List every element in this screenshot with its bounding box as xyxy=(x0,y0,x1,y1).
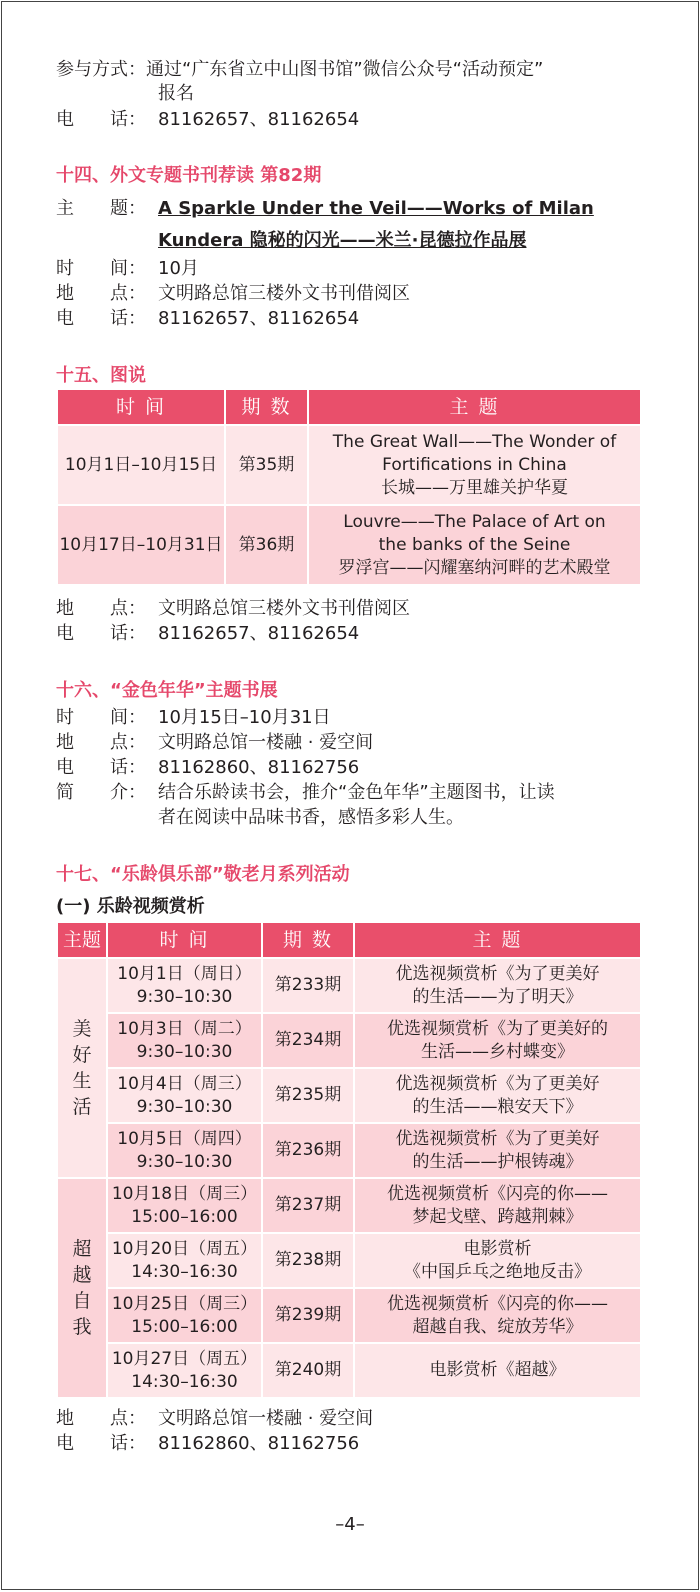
s17-phone-line xyxy=(56,1432,359,1456)
row-hours: 15:00–16:00 xyxy=(131,1206,238,1227)
s17-place: 文明路总馆一楼融 · 爱空间 xyxy=(158,1408,374,1429)
row-time xyxy=(107,1343,262,1398)
row-topic xyxy=(354,1068,641,1123)
row-time xyxy=(107,1288,262,1343)
row-issue: 第234期 xyxy=(262,1013,354,1068)
row-hours: 9:30–10:30 xyxy=(136,986,233,1007)
row-hours: 9:30–10:30 xyxy=(136,1151,233,1172)
row-date: 10月4日（周三） xyxy=(117,1073,252,1094)
s16-time: 10月15日–10月31日 xyxy=(158,707,331,728)
topic-line: Fortifications in China xyxy=(382,454,567,475)
topic-line: 电影赏析 xyxy=(463,1238,532,1259)
s14-phone: 81162657、81162654 xyxy=(158,308,360,329)
row-date: 10月18日（周三） xyxy=(111,1183,258,1204)
row-issue: 第233期 xyxy=(262,958,354,1013)
table-row xyxy=(57,425,641,505)
row-issue: 第240期 xyxy=(262,1343,354,1398)
s14-time: 10月 xyxy=(158,258,199,279)
signup-label: 参与方式： xyxy=(56,59,146,80)
row-topic xyxy=(354,1343,641,1398)
table-header-row xyxy=(57,389,641,425)
row-hours: 9:30–10:30 xyxy=(136,1096,233,1117)
topic-line: 长城——万里雄关护华夏 xyxy=(381,477,568,498)
phone-label: 电 话： xyxy=(56,757,146,778)
signup-value: 通过“广东省立中山图书馆”微信公众号“活动预定” xyxy=(146,59,544,80)
time-label: 时 间： xyxy=(56,707,146,728)
row-hours: 14:30–16:30 xyxy=(131,1261,238,1282)
row-issue: 第238期 xyxy=(262,1233,354,1288)
s14-title-b: Kundera 隐秘的闪光——米兰·昆德拉作品展 xyxy=(158,230,527,251)
place-label: 地 点： xyxy=(56,732,146,753)
row-topic xyxy=(354,1178,641,1233)
topic-line: the banks of the Seine xyxy=(378,534,571,555)
row-hours: 9:30–10:30 xyxy=(136,1041,233,1062)
header-time: 时 间 xyxy=(107,922,262,958)
topic-line: Louvre——The Palace of Art on xyxy=(343,511,606,532)
s14-place: 文明路总馆三楼外文书刊借阅区 xyxy=(158,283,410,304)
row-issue: 第36期 xyxy=(225,505,308,585)
row-issue: 第235期 xyxy=(262,1068,354,1123)
s15-place-line xyxy=(56,597,410,621)
row-time xyxy=(107,958,262,1013)
topic-line: 的生活——为了明天》 xyxy=(412,986,583,1007)
group-theme-label: 美好生活 xyxy=(72,1018,92,1118)
s17-place-line xyxy=(56,1407,373,1431)
header-theme: 主题 xyxy=(57,922,107,958)
header-issue: 期 数 xyxy=(262,922,354,958)
row-time xyxy=(107,1123,262,1178)
section-17-heading: 十七、“乐龄俱乐部”敬老月系列活动 xyxy=(56,864,350,885)
topic-line: 《中国乒乓之绝地反击》 xyxy=(404,1261,591,1282)
signup-line xyxy=(56,58,543,82)
phone-label: 电 话： xyxy=(56,109,146,130)
table-row xyxy=(57,1123,641,1178)
row-date: 10月27日（周五） xyxy=(111,1348,258,1369)
time-label: 时 间： xyxy=(56,258,146,279)
row-topic xyxy=(308,505,641,585)
place-label: 地 点： xyxy=(56,598,146,619)
row-topic xyxy=(354,1013,641,1068)
row-issue: 第239期 xyxy=(262,1288,354,1343)
row-time xyxy=(107,1178,262,1233)
row-date: 10月20日（周五） xyxy=(111,1238,258,1259)
topic-line: 优选视频赏析《为了更美好 xyxy=(395,1128,600,1149)
s14-place-line xyxy=(56,282,410,306)
row-date: 10月25日（周三） xyxy=(111,1293,258,1314)
topic-line: 梦起戈壁、跨越荆棘》 xyxy=(412,1206,583,1227)
top-phone-line xyxy=(56,108,359,132)
topic-line: 优选视频赏析《闪亮的你—— xyxy=(387,1183,608,1204)
s14-time-line xyxy=(56,257,199,281)
s15-phone: 81162657、81162654 xyxy=(158,623,360,644)
s16-phone-line xyxy=(56,756,359,780)
section-16-heading: 十六、“金色年华”主题书展 xyxy=(56,680,278,701)
row-topic xyxy=(354,958,641,1013)
topic-line: 电影赏析《超越》 xyxy=(429,1360,566,1380)
table-row xyxy=(57,1233,641,1288)
topic-line: 的生活——护根铸魂》 xyxy=(412,1151,583,1172)
table-row xyxy=(57,505,641,585)
row-topic xyxy=(308,425,641,505)
table-row xyxy=(57,1178,641,1233)
group-theme-cell xyxy=(57,958,107,1178)
s14-title-line xyxy=(56,197,594,221)
s15-place: 文明路总馆三楼外文书刊借阅区 xyxy=(158,598,410,619)
topic-line: 优选视频赏析《为了更美好的 xyxy=(387,1018,608,1039)
topic-line: 优选视频赏析《为了更美好 xyxy=(395,1073,600,1094)
row-date: 10月3日（周二） xyxy=(117,1018,252,1039)
row-time: 10月17日–10月31日 xyxy=(57,505,225,585)
header-time: 时 间 xyxy=(57,389,225,425)
topic-line: 的生活——粮安天下》 xyxy=(412,1096,583,1117)
s17-subheading: (一) 乐龄视频赏析 xyxy=(56,896,205,917)
s17-phone: 81162860、81162756 xyxy=(158,1433,360,1454)
s14-phone-line xyxy=(56,307,359,331)
row-time xyxy=(107,1013,262,1068)
s14-title-a: A Sparkle Under the Veil——Works of Milan xyxy=(158,198,594,219)
group-theme-label: 超越自我 xyxy=(72,1238,92,1338)
place-label: 地 点： xyxy=(56,283,146,304)
phone-value: 81162657、81162654 xyxy=(158,109,360,130)
row-time: 10月1日–10月15日 xyxy=(57,425,225,505)
intro-label: 简 介： xyxy=(56,782,146,803)
header-topic: 主 题 xyxy=(354,922,641,958)
s16-phone: 81162860、81162756 xyxy=(158,757,360,778)
row-topic xyxy=(354,1123,641,1178)
table-row xyxy=(57,1288,641,1343)
topic-line: 生活——乡村蝶变》 xyxy=(421,1041,574,1062)
row-issue: 第237期 xyxy=(262,1178,354,1233)
group-theme-cell xyxy=(57,1178,107,1398)
topic-line: The Great Wall——The Wonder of xyxy=(332,431,617,452)
s16-place-line xyxy=(56,731,373,755)
phone-label: 电 话： xyxy=(56,1433,146,1454)
header-issue: 期 数 xyxy=(225,389,308,425)
row-hours: 15:00–16:00 xyxy=(131,1316,238,1337)
row-date: 10月5日（周四） xyxy=(117,1128,252,1149)
row-date: 10月1日（周日） xyxy=(117,963,252,984)
row-topic xyxy=(354,1233,641,1288)
row-topic xyxy=(354,1288,641,1343)
topic-line: 优选视频赏析《闪亮的你—— xyxy=(387,1293,608,1314)
section-15-heading: 十五、图说 xyxy=(56,365,146,386)
tushuo-table xyxy=(56,388,642,586)
row-time xyxy=(107,1068,262,1123)
title-label: 主 题： xyxy=(56,198,146,219)
table-row xyxy=(57,1068,641,1123)
place-label: 地 点： xyxy=(56,1408,146,1429)
phone-label: 电 话： xyxy=(56,623,146,644)
row-issue: 第236期 xyxy=(262,1123,354,1178)
page-number: –4– xyxy=(335,1514,365,1535)
signup-line-2: 报名 xyxy=(158,83,194,104)
s16-time-line xyxy=(56,706,331,730)
s16-intro-line xyxy=(56,781,555,805)
table-header-row xyxy=(57,922,641,958)
table-row xyxy=(57,958,641,1013)
header-topic: 主 题 xyxy=(308,389,641,425)
video-table xyxy=(56,921,642,1399)
section-14-heading: 十四、外文专题书刊荐读 第82期 xyxy=(56,165,322,186)
s16-intro-b: 者在阅读中品味书香，感悟多彩人生。 xyxy=(158,807,464,828)
topic-line: 罗浮宫——闪耀塞纳河畔的艺术殿堂 xyxy=(338,557,611,578)
s16-place: 文明路总馆一楼融 · 爱空间 xyxy=(158,732,374,753)
row-hours: 14:30–16:30 xyxy=(131,1371,238,1392)
row-issue: 第35期 xyxy=(225,425,308,505)
topic-line: 超越自我、绽放芳华》 xyxy=(412,1316,583,1337)
s16-intro-a: 结合乐龄读书会，推介“金色年华”主题图书，让读 xyxy=(158,782,555,803)
topic-line: 优选视频赏析《为了更美好 xyxy=(395,963,600,984)
table-row xyxy=(57,1013,641,1068)
row-time xyxy=(107,1233,262,1288)
phone-label: 电 话： xyxy=(56,308,146,329)
table-row xyxy=(57,1343,641,1398)
s15-phone-line xyxy=(56,622,359,646)
document-page xyxy=(1,1,699,1590)
